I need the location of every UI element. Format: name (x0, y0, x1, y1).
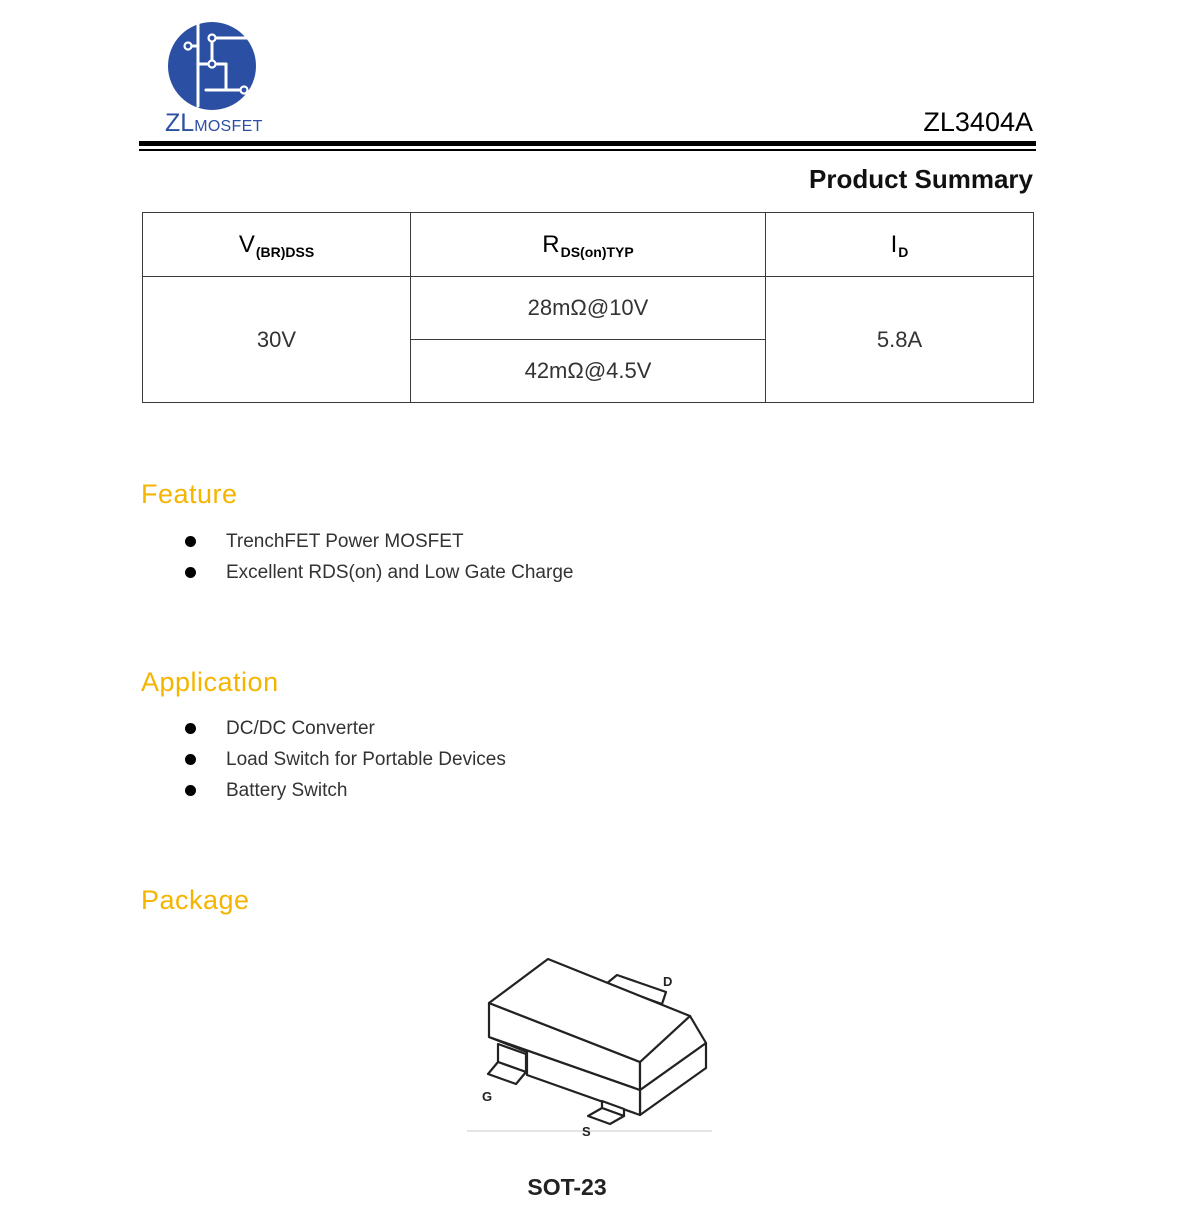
logo-node (209, 35, 216, 42)
bullet-dot (185, 536, 196, 547)
sot23-package-icon (460, 940, 720, 1140)
header-id (766, 213, 1034, 277)
feature-item-text: TrenchFET Power MOSFET (226, 531, 464, 552)
table-header-row (143, 213, 1034, 277)
cell-rdson-10v: 28mΩ@10V (411, 277, 766, 340)
header-vbrdss (143, 213, 411, 277)
pin-label-drain: D (663, 974, 673, 989)
application-item (185, 744, 945, 775)
header-symbol: R (542, 230, 560, 258)
header-subscript: DS(on)TYP (560, 243, 634, 260)
package-heading: Package (141, 885, 250, 915)
table-row (143, 277, 1034, 340)
feature-item-text: Excellent RDS(on) and Low Gate Charge (226, 562, 574, 583)
header-rule-thick (139, 141, 1036, 146)
feature-heading: Feature (141, 479, 238, 509)
zlmosfet-logo-icon (162, 16, 262, 116)
logo-node (241, 87, 248, 94)
application-list (185, 713, 945, 806)
application-item-text: Battery Switch (226, 780, 348, 801)
cell-id-value: 5.8A (766, 277, 1034, 403)
bullet-dot (185, 567, 196, 578)
header-subscript: D (898, 243, 909, 260)
application-item-text: DC/DC Converter (226, 718, 375, 739)
cell-rdson-4v5: 42mΩ@4.5V (411, 340, 766, 403)
header-subscript: (BR)DSS (255, 243, 315, 260)
part-number: ZL3404A (923, 107, 1033, 137)
package-caption: SOT-23 (527, 1174, 607, 1200)
application-heading: Application (141, 667, 279, 697)
cell-vbrdss-value: 30V (143, 277, 411, 403)
bullet-dot (185, 723, 196, 734)
feature-item (185, 557, 945, 588)
feature-list (185, 526, 945, 588)
logo-zl: ZL (165, 109, 195, 137)
header-symbol: V (238, 230, 255, 258)
bullet-dot (185, 754, 196, 765)
product-summary-table (142, 212, 1034, 403)
header-rdson (411, 213, 766, 277)
application-item (185, 713, 945, 744)
logo-node (185, 43, 192, 50)
header-rule-thin (139, 149, 1036, 151)
application-item-text: Load Switch for Portable Devices (226, 749, 506, 770)
pin-label-gate: G (482, 1089, 493, 1104)
header-symbol: I (890, 230, 898, 258)
product-summary-title: Product Summary (809, 164, 1033, 194)
logo-mosfet: MOSFET (194, 118, 263, 135)
pin-label-source: S (582, 1124, 591, 1139)
bullet-dot (185, 785, 196, 796)
application-item (185, 775, 945, 806)
logo-wordmark (165, 109, 263, 141)
logo-node (209, 61, 216, 68)
feature-item (185, 526, 945, 557)
